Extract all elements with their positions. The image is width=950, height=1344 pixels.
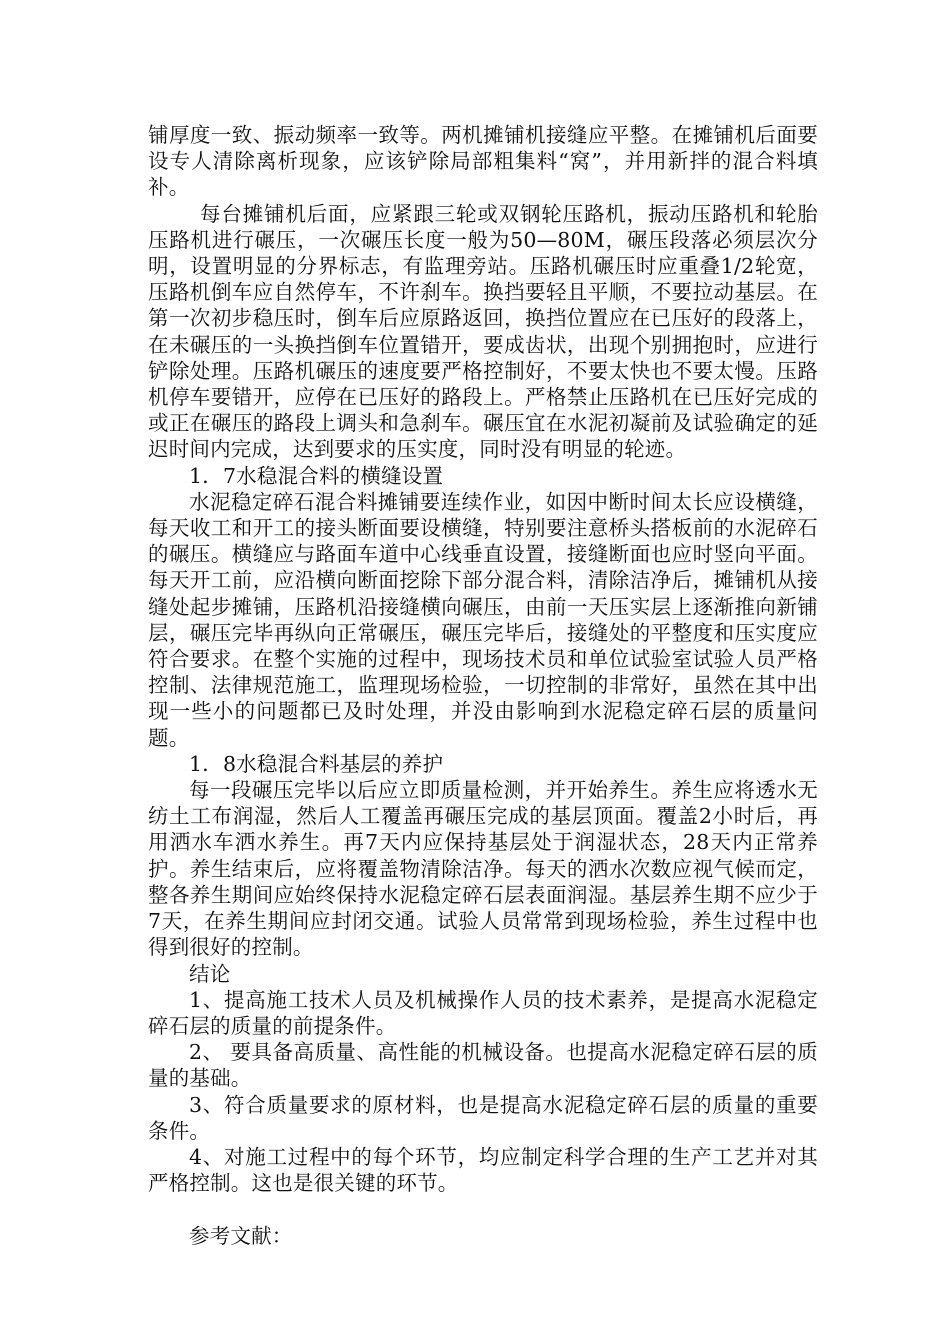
blank-line	[148, 1196, 818, 1222]
conclusion-item-2: 2、 要具备高质量、高性能的机械设备。也提高水泥稳定碎石层的质量的基础。	[148, 1040, 818, 1091]
paragraph-rolling-compaction: 每台摊铺机后面，应紧跟三轮或双钢轮压路机，振动压路机和轮胎压路机进行碾压，一次碾压长度一般为50—80M，碾压段落必须层次分明，设置明显的分界标志，有监理旁站。压路机碾压时应重叠1/2轮宽，压路机倒车应自然停车，不许刹车。换挡要轻且平顺，不要拉动基层。在第一次初步稳压时，倒车后应原路返回，换挡位置应在已压好的段落上，在未碾压的一头换挡倒车位置错开，要成齿状，出现个别拥抱时，应进行铲除处理。压路机碾压的速度要严格控制好，不要太快也不要太慢。压路机停车要错开，应停在已压好的路段上。严格禁止压路机在已压好完成的或正在碾压的路段上调头和急刹车。碾压宜在水泥初凝前及试验确定的延迟时间内完成，达到要求的压实度，同时没有明显的轮迹。	[148, 201, 818, 462]
conclusion-item-4: 4、对施工过程中的每个环节，均应制定科学合理的生产工艺并对其严格控制。这也是很关键的环节。	[148, 1144, 818, 1196]
conclusion-item-1: 1、提高施工技术人员及机械操作人员的技术素养，是提高水泥稳定碎石层的质量的前提条件。	[148, 987, 818, 1038]
document-body	[148, 122, 818, 1249]
paragraph-curing: 每一段碾压完毕以后应立即质量检测，并开始养生。养生应将透水无纺土工布润湿，然后人工覆盖再碾压完成的基层顶面。覆盖2小时后，再用洒水车洒水养生。再7天内应保持基层处于润湿状态，28天内正常养护。养生结束后，应将覆盖物清除洁净。每天的洒水次数应视气候而定，整各养生期间应始终保持水泥稳定碎石层表面润湿。基层养生期不应少于7天，在养生期间应封闭交通。试验人员常常到现场检验，养生过程中也得到很好的控制。	[148, 778, 818, 960]
heading-section-1-7: 1．7水稳混合料的横缝设置	[189, 463, 444, 488]
heading-section-1-8: 1．8水稳混合料基层的养护	[189, 751, 444, 776]
heading-references: 参考文献：	[189, 1223, 293, 1248]
paragraph-transverse-joint: 水泥稳定碎石混合料摊铺要连续作业，如因中断时间太长应设横缝，每天收工和开工的接头断面要设横缝，特别要注意桥头搭板前的水泥碎石的碾压。横缝应与路面车道中心线垂直设置，接缝断面也应时竖向平面。每天开工前，应沿横向断面挖除下部分混合料，清除洁净后，摊铺机从接缝处起步摊铺，压路机沿接缝横向碾压，由前一天压实层上逐渐推向新铺层，碾压完毕再纵向正常碾压，碾压完毕后，接缝处的平整度和压实度应符合要求。在整个实施的过程中，现场技术员和单位试验室试验人员严格控制、法律规范施工，监理现场检验，一切控制的非常好，虽然在其中出现一些小的问题都已及时处理，并没由影响到水泥稳定碎石层的质量问题。	[148, 489, 818, 750]
paragraph-paving-seam: 铺厚度一致、振动频率一致等。两机摊铺机接缝应平整。在摊铺机后面要设专人清除离析现象，应该铲除局部粗集料“窝”，并用新拌的混合料填补。	[148, 123, 818, 200]
conclusion-item-3: 3、符合质量要求的原材料，也是提高水泥稳定碎石层的质量的重要条件。	[148, 1092, 818, 1143]
heading-conclusion: 结论	[189, 961, 231, 986]
